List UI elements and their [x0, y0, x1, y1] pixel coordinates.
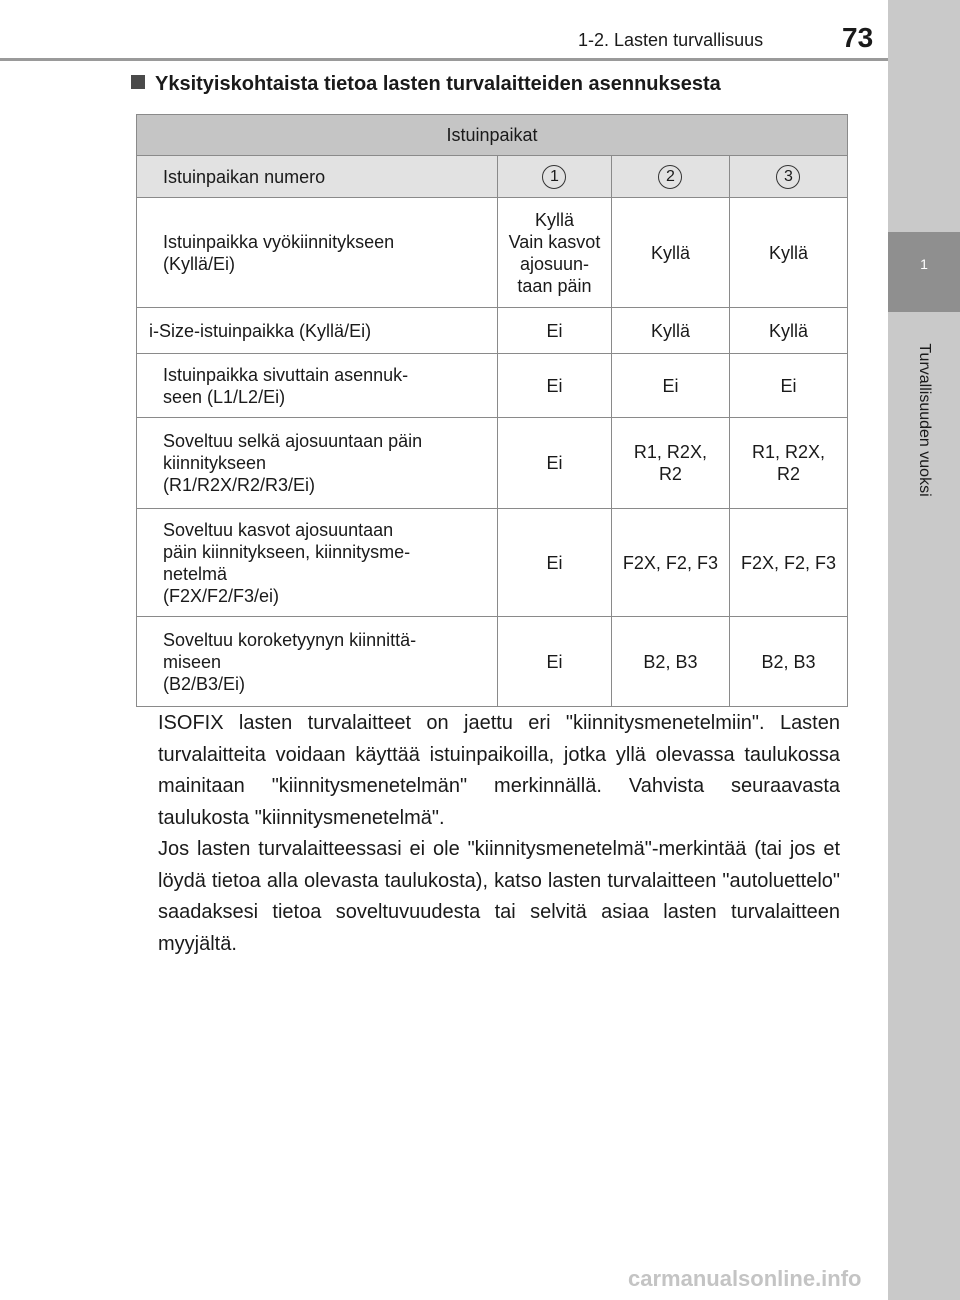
row-value: Kyllä — [729, 198, 847, 308]
row-value: F2X, F2, F3 — [729, 509, 847, 617]
row-value: Kyllä — [729, 308, 847, 354]
row-label: Istuinpaikka vyökiinnitykseen (Kyllä/Ei) — [137, 198, 498, 308]
table-row — [137, 308, 848, 354]
row-value: Kyllä Vain kasvot ajosuun- taan päin — [498, 198, 612, 308]
side-thumb-bar — [888, 0, 960, 1300]
row-value: F2X, F2, F3 — [611, 509, 729, 617]
seat-number-badge: 1 — [542, 165, 566, 189]
seat-number-cell — [498, 156, 612, 198]
section-heading-text: Yksityiskohtaista tietoa lasten turvalaitteiden asennuksesta — [155, 73, 721, 95]
seating-positions-table — [136, 114, 848, 707]
seat-number-row — [137, 156, 848, 198]
seat-number-cell — [611, 156, 729, 198]
table-row — [137, 198, 848, 308]
table-row — [137, 509, 848, 617]
row-value: Kyllä — [611, 308, 729, 354]
table-title-row — [137, 115, 848, 156]
row-label: Istuinpaikka sivuttain asennuk- seen (L1/L2/Ei) — [137, 354, 498, 418]
row-value: Ei — [498, 617, 612, 707]
row-value: Ei — [498, 354, 612, 418]
chapter-number: 1 — [920, 256, 928, 272]
row-label: Soveltuu koroketyynyn kiinnittä- miseen (B2/B3/Ei) — [137, 617, 498, 707]
row-label: Soveltuu selkä ajosuuntaan päin kiinnitykseen (R1/R2X/R2/R3/Ei) — [137, 418, 498, 509]
square-bullet-icon — [131, 75, 145, 89]
row-value: R1, R2X, R2 — [611, 418, 729, 509]
row-value: Ei — [498, 308, 612, 354]
seat-number-cell — [729, 156, 847, 198]
table-row — [137, 617, 848, 707]
table-row — [137, 354, 848, 418]
row-label: Soveltuu kasvot ajosuuntaan päin kiinnitykseen, kiinnitysme- netelmä (F2X/F2/F3/ei) — [137, 509, 498, 617]
page-number: 73 — [842, 22, 874, 53]
seat-number-label: Istuinpaikan numero — [137, 156, 498, 198]
table-row — [137, 418, 848, 509]
seat-number-badge: 3 — [776, 165, 800, 189]
row-value: Ei — [729, 354, 847, 418]
body-text — [158, 708, 840, 960]
header-rule — [0, 58, 888, 61]
row-value: Ei — [498, 509, 612, 617]
row-value: B2, B3 — [611, 617, 729, 707]
row-value: Ei — [498, 418, 612, 509]
watermark: carmanualsonline.info — [628, 1266, 862, 1291]
running-header-section: 1-2. Lasten turvallisuus — [578, 30, 764, 50]
table-title: Istuinpaikat — [137, 115, 848, 156]
section-heading — [131, 73, 721, 96]
row-value: B2, B3 — [729, 617, 847, 707]
row-value: Ei — [611, 354, 729, 418]
row-label: i-Size-istuinpaikka (Kyllä/Ei) — [137, 308, 498, 354]
chapter-title: Turvallisuuden vuoksi — [916, 343, 933, 497]
seat-number-badge: 2 — [658, 165, 682, 189]
paragraph: Jos lasten turvalaitteessasi ei ole "kiinnitysmenetelmä"-merkintää (tai jos et löydä tietoa alla olevasta taulukosta), katso lasten turvalaitteen "autoluettelo" saadaksesi tietoa soveltuvuudesta tai selvitä asiaa lasten turvalaitteen myyjältä. — [158, 838, 840, 955]
row-value: R1, R2X, R2 — [729, 418, 847, 509]
paragraph: ISOFIX lasten turvalaitteet on jaettu eri "kiinnitysmenetelmiin". Lasten turvalaitteita voidaan käyttää istuinpaikoilla, jotka yllä olevassa taulukossa mainitaan "kiinnitysmenetelmän" merkinnällä. Vahvista seuraavasta taulukosta "kiinnitysmenetelmä". — [158, 712, 840, 829]
row-value: Kyllä — [611, 198, 729, 308]
chapter-tab — [888, 232, 960, 312]
